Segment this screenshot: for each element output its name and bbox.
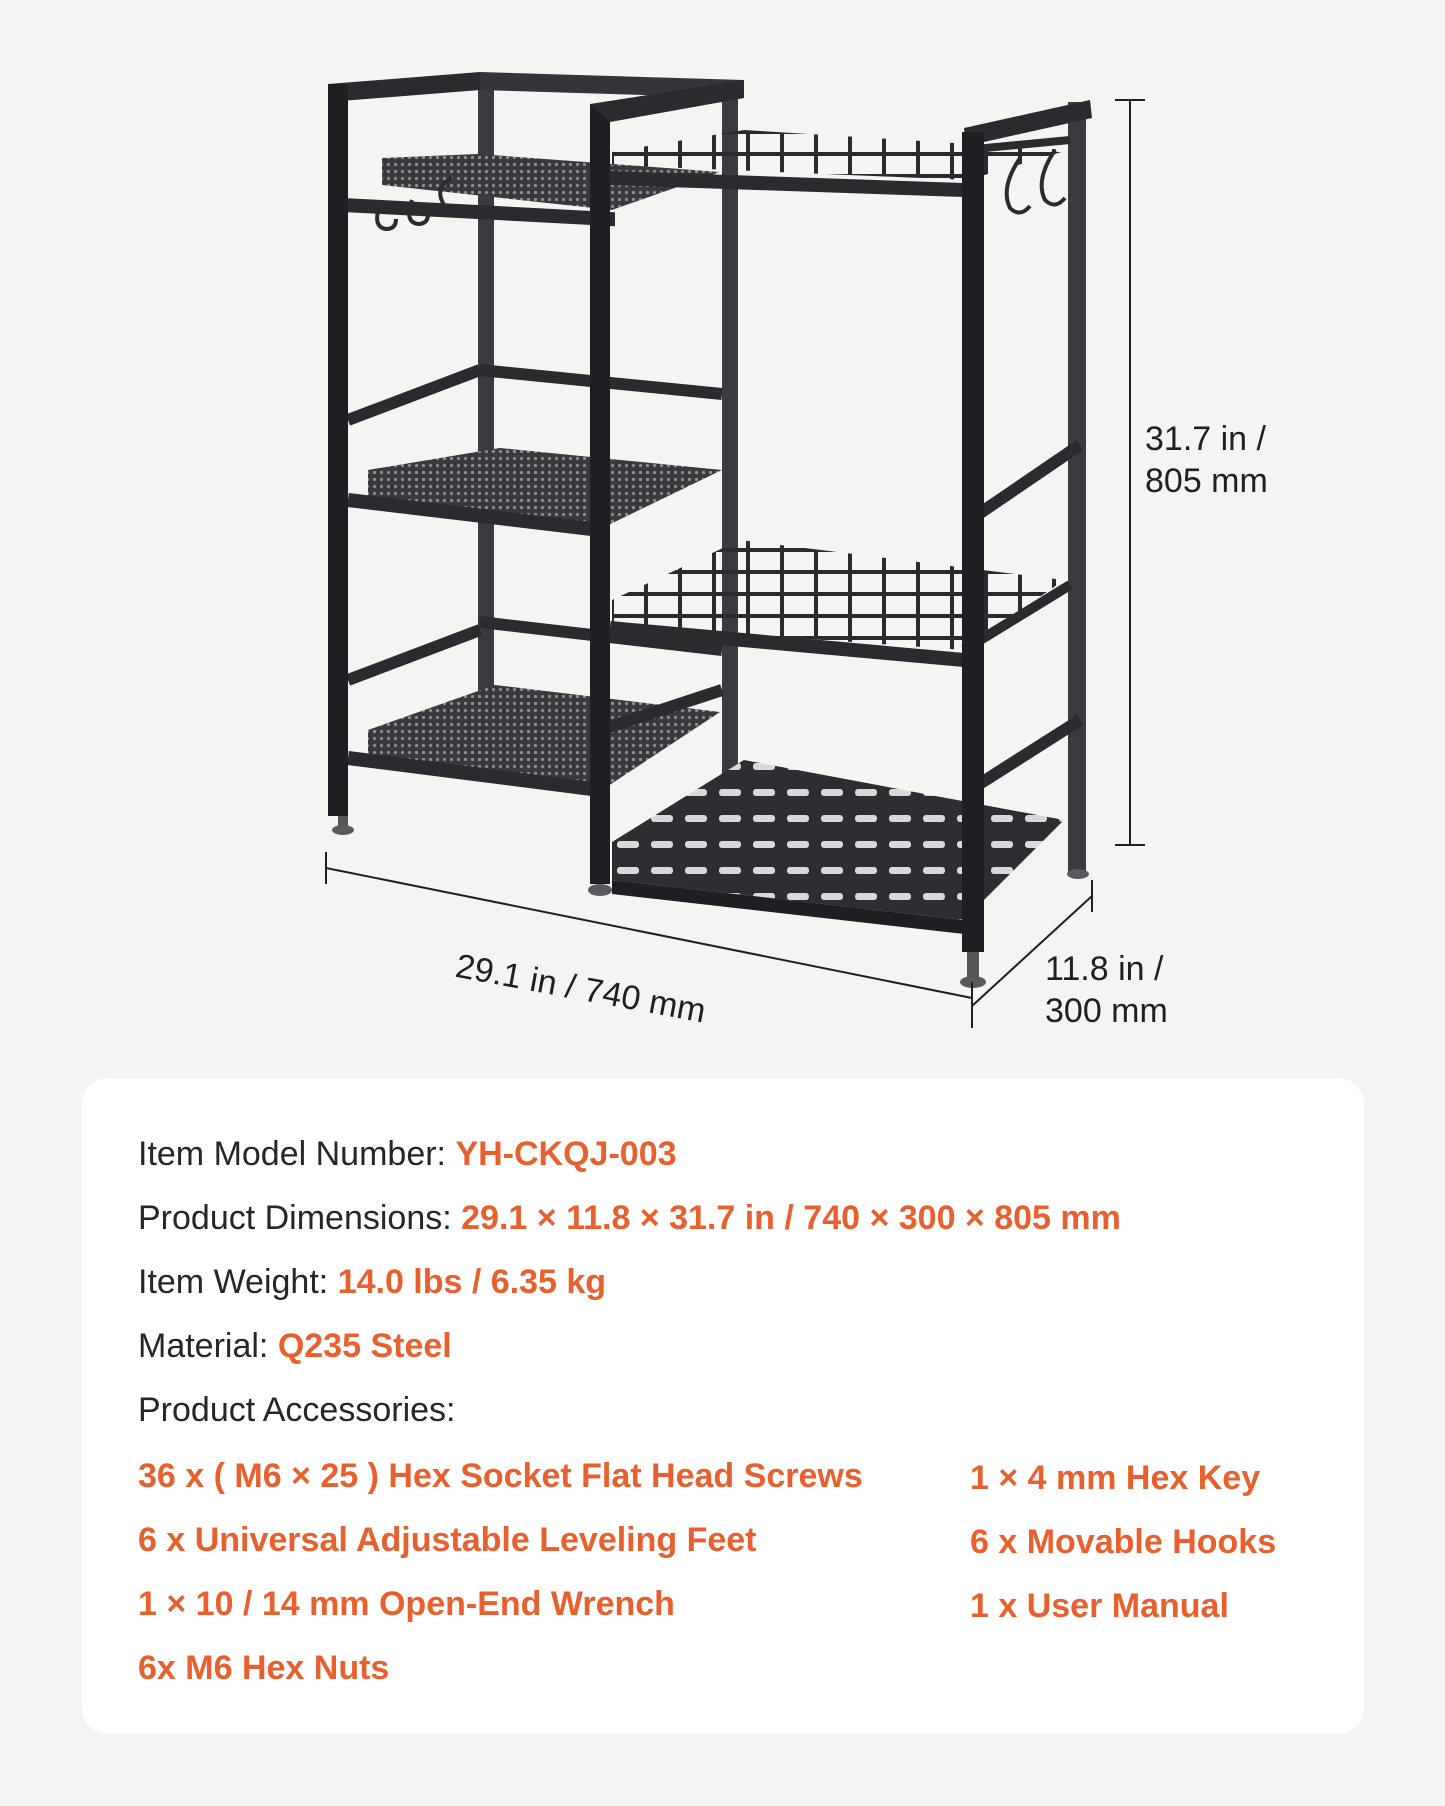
depth-dimension-line2: 300 mm (1045, 992, 1168, 1030)
material-label: Material: (138, 1327, 269, 1365)
height-dimension-line2: 805 mm (1145, 462, 1268, 500)
weight-value: 14.0 lbs / 6.35 kg (337, 1263, 607, 1301)
accessory-item: 1 x User Manual (970, 1587, 1229, 1625)
model-value: YH-CKQJ-003 (455, 1135, 677, 1173)
depth-dimension-label (1045, 948, 1168, 1032)
height-dimension-line1: 31.7 in / (1145, 420, 1266, 458)
accessories-label: Product Accessories: (138, 1391, 456, 1429)
depth-dimension-line1: 11.8 in / (1045, 950, 1164, 988)
spec-card (82, 1078, 1364, 1734)
dimensions-value: 29.1 × 11.8 × 31.7 in / 740 × 300 × 805 mm (461, 1199, 1121, 1237)
left-unit (328, 72, 744, 896)
material-value: Q235 Steel (277, 1327, 452, 1365)
accessory-item: 1 × 10 / 14 mm Open-End Wrench (138, 1585, 675, 1623)
accessory-item: 6 x Universal Adjustable Leveling Feet (138, 1521, 757, 1559)
width-dimension-label: 29.1 in / 740 mm (452, 946, 709, 1031)
spec-row-weight (138, 1262, 606, 1302)
model-label: Item Model Number: (138, 1135, 446, 1173)
right-unit (590, 80, 1092, 988)
weight-label: Item Weight: (138, 1263, 329, 1301)
dimensions-label: Product Dimensions: (138, 1199, 452, 1237)
spec-row-material (138, 1326, 452, 1366)
spec-row-dimensions (138, 1198, 1121, 1238)
accessory-item: 36 x ( M6 × 25 ) Hex Socket Flat Head Screws (138, 1457, 863, 1495)
accessory-item: 6x M6 Hex Nuts (138, 1649, 390, 1687)
height-dimension-label (1145, 418, 1268, 502)
accessory-item: 6 x Movable Hooks (970, 1523, 1277, 1561)
accessory-item: 1 × 4 mm Hex Key (970, 1459, 1261, 1497)
spec-row-accessories (138, 1390, 455, 1430)
spec-row-model (138, 1134, 677, 1174)
